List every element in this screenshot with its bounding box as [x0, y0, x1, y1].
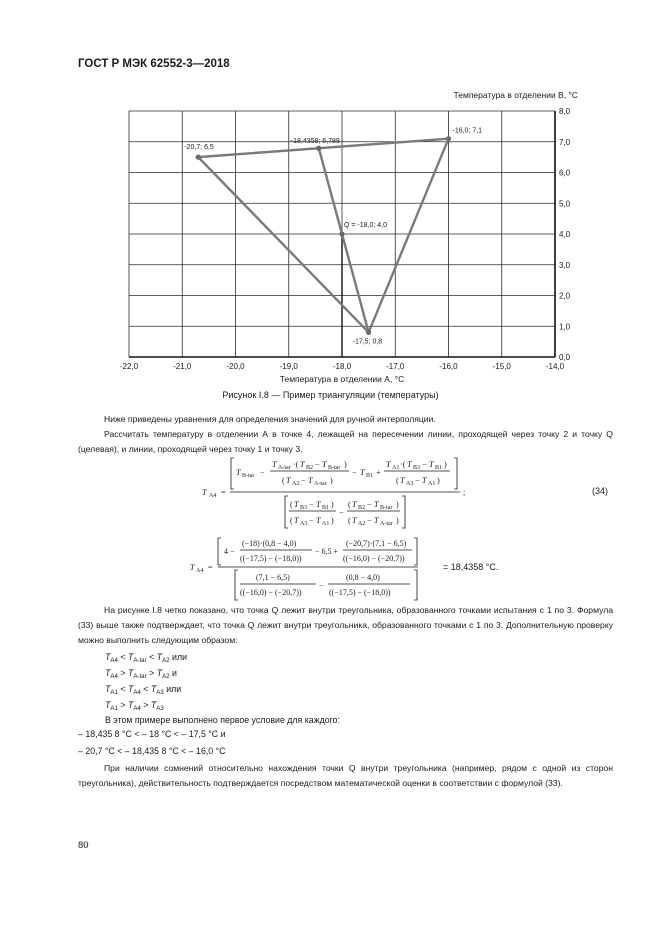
point-label: -18,4358; 6,789: [290, 138, 340, 146]
svg-text:T: T: [352, 516, 357, 525]
svg-text:B1: B1: [322, 505, 330, 511]
x-tick-label: -21,0: [173, 362, 192, 371]
svg-text:;: ;: [463, 488, 466, 497]
svg-text:(: (: [348, 500, 351, 509]
svg-text:−: −: [319, 581, 324, 590]
triangulation-chart: [108, 84, 578, 389]
chart-points: [184, 128, 482, 346]
svg-text:T: T: [316, 500, 321, 509]
svg-text:T: T: [202, 488, 207, 497]
svg-text:(: (: [290, 500, 293, 509]
svg-text:A1: A1: [392, 465, 400, 471]
condition-1: $T_{A4} < T_{A-tar} < T_{A2}$ или: [105, 652, 188, 664]
svg-text:A4: A4: [196, 568, 204, 574]
equation-number: (34): [592, 486, 609, 496]
svg-text:T: T: [286, 476, 291, 485]
svg-text:4 −: 4 −: [224, 547, 235, 556]
triangle-line: [319, 148, 369, 332]
svg-text:A-tar: A-tar: [380, 521, 393, 527]
svg-text:B-tar: B-tar: [380, 505, 393, 511]
point-label: -16,0; 7,1: [452, 127, 483, 135]
y-tick-label: 8,0: [559, 107, 571, 116]
data-point: [316, 146, 321, 151]
x-tick-label: -18,0: [332, 362, 352, 371]
svg-text:): ): [331, 500, 334, 509]
svg-text:B-tar: B-tar: [328, 465, 341, 471]
svg-text:B1: B1: [366, 473, 374, 479]
svg-text:): ): [444, 460, 447, 469]
svg-text:(: (: [396, 476, 399, 485]
svg-text:T: T: [294, 516, 299, 525]
svg-text:T: T: [236, 468, 241, 477]
x-tick-labels: [120, 362, 565, 371]
svg-text:): ): [331, 516, 334, 525]
svg-text:− 6,5 +: − 6,5 +: [315, 547, 339, 556]
point-label: -17,5; 0,8: [352, 338, 383, 346]
svg-text:B3: B3: [413, 465, 421, 471]
svg-text:·(: ·(: [400, 460, 406, 469]
equation-34: [200, 455, 490, 530]
point-label: Q = -18,0; 4,0: [344, 222, 387, 229]
paragraph-check: На рисунке I.8 четко показано, что точка Q лежит внутри треугольника, образованного точками испытания с 1 по 3. Формула (33) выше также подтверждает, что точка Q лежит внутри треугольника, образованного точками с 1 по 3. Дополнительную проверку можно выполнить следующим образом:: [78, 605, 613, 645]
y-axis-label: Температура в отделении В, °С: [453, 90, 578, 100]
svg-text:=: =: [221, 488, 226, 497]
svg-text:−: −: [309, 500, 314, 509]
svg-text:B2: B2: [358, 505, 366, 511]
svg-text:T: T: [316, 516, 321, 525]
svg-text:T: T: [374, 516, 379, 525]
svg-text:A3: A3: [300, 521, 308, 527]
svg-text:B2: B2: [306, 465, 314, 471]
paragraph-intro: Ниже приведены уравнения для определения значений для ручной интерполяции.: [104, 414, 436, 424]
svg-text:T: T: [386, 460, 391, 469]
y-tick-label: 6,0: [559, 168, 571, 178]
equation-numeric: [188, 536, 448, 602]
document-header: ГОСТ Р МЭК 62552-3—2018: [78, 58, 230, 70]
svg-text:B3: B3: [300, 505, 308, 511]
svg-text:−: −: [352, 468, 357, 477]
svg-text:−: −: [367, 500, 372, 509]
svg-text:(7,1 − 6,5): (7,1 − 6,5): [256, 573, 290, 582]
data-point: [366, 330, 371, 335]
x-tick-label: -17,0: [386, 362, 405, 371]
svg-text:((−17,5) − (−18,0)): ((−17,5) − (−18,0)): [240, 554, 302, 563]
y-tick-label: 1,0: [559, 322, 571, 332]
note-first-condition: В этом примере выполнено первое условие для каждого:: [105, 715, 340, 725]
y-tick-label: 4,0: [559, 230, 571, 239]
svg-text:A3: A3: [406, 481, 414, 487]
condition-2: $T_{A4} > T_{A-tar} > T_{A2}$ и: [105, 668, 177, 680]
svg-text:): ): [437, 476, 440, 485]
y-tick-label: 3,0: [559, 260, 571, 270]
svg-text:(: (: [290, 516, 293, 525]
svg-text:−: −: [315, 460, 320, 469]
svg-text:−: −: [260, 468, 265, 477]
paragraph-conclusion: При наличии сомнений относительно нахождения точки Q внутри треугольника (например, рядом с одной из сторон треугольника), действительность подтверждается посредством математической оценки в соответствии с формулой (33).: [78, 763, 613, 788]
x-tick-label: -22,0: [119, 362, 139, 371]
data-point: [339, 231, 344, 236]
svg-text:T: T: [352, 500, 357, 509]
svg-text:=: =: [208, 563, 213, 572]
svg-text:·(: ·(: [293, 460, 299, 469]
svg-text:−: −: [367, 516, 372, 525]
svg-text:T: T: [422, 476, 427, 485]
page-number: 80: [78, 840, 89, 851]
svg-text:): ): [396, 500, 399, 509]
data-point: [196, 155, 201, 160]
svg-text:): ): [396, 516, 399, 525]
x-tick-label: -14,0: [545, 362, 565, 371]
svg-text:A-tar: A-tar: [278, 465, 291, 471]
y-tick-label: 0,0: [559, 353, 571, 362]
svg-text:A1: A1: [428, 481, 436, 487]
svg-text:T: T: [429, 460, 434, 469]
svg-text:A2: A2: [292, 481, 300, 487]
svg-text:−: −: [422, 460, 427, 469]
svg-text:(: (: [348, 516, 351, 525]
svg-text:T: T: [400, 476, 405, 485]
svg-text:A-tar: A-tar: [314, 481, 327, 487]
svg-text:((−16,0) − (−20,7)): ((−16,0) − (−20,7)): [343, 554, 405, 563]
svg-text:T: T: [272, 460, 277, 469]
svg-text:B-tar: B-tar: [242, 473, 255, 479]
svg-text:T: T: [407, 460, 412, 469]
data-point: [446, 136, 451, 141]
svg-text:): ): [330, 476, 333, 485]
condition-3: $T_{A1} < T_{A4} < T_{A3}$ или: [105, 684, 182, 696]
svg-text:A4: A4: [209, 493, 217, 499]
x-axis-label: Температура в отделении А, °С: [279, 374, 405, 384]
svg-text:B1: B1: [435, 465, 443, 471]
y-tick-label: 2,0: [559, 291, 571, 301]
svg-text:((−16,0) − (−20,7)): ((−16,0) − (−20,7)): [240, 588, 302, 597]
equation-result: = 18,4358 °C.: [443, 562, 499, 572]
svg-text:−: −: [301, 476, 306, 485]
svg-text:(−18)·(0,8 − 4,0): (−18)·(0,8 − 4,0): [242, 539, 297, 548]
point-label: -20,7; 6,5: [184, 144, 214, 152]
svg-text:−: −: [339, 508, 344, 517]
triangle-line: [198, 157, 368, 332]
x-tick-label: -19,0: [279, 362, 298, 371]
y-tick-label: 7,0: [559, 137, 571, 147]
triangle-line: [369, 139, 449, 333]
x-tick-label: -16,0: [439, 362, 458, 371]
svg-text:T: T: [190, 563, 195, 572]
paragraph-task: Рассчитать температуру в отделении А в точке 4, лежащей на пересечении линии, проходящей через точку 2 и точку Q (целевая), и линии, проходящей через точку 1 и точку 3.: [78, 429, 613, 454]
inequality-2: – 20,7 °C < – 18,435 8 °C < – 16,0 °C: [78, 746, 226, 756]
condition-4: $T_{A1} > T_{A4} > T_{A3}$: [105, 700, 164, 712]
svg-text:T: T: [294, 500, 299, 509]
x-tick-label: -15,0: [492, 362, 511, 371]
svg-text:−: −: [309, 516, 314, 525]
svg-text:(−20,7)·(7,1 − 6,5): (−20,7)·(7,1 − 6,5): [346, 539, 407, 548]
svg-text:A2: A2: [358, 521, 366, 527]
x-tick-label: -20,0: [226, 362, 245, 371]
inequality-1: – 18,435 8 °C < – 18 °C < – 17,5 °C и: [78, 729, 226, 739]
svg-text:((−17,5) − (−18,0)): ((−17,5) − (−18,0)): [329, 588, 391, 597]
svg-text:A1: A1: [322, 521, 330, 527]
svg-text:): ): [344, 460, 347, 469]
svg-text:T: T: [308, 476, 313, 485]
svg-text:−: −: [415, 476, 420, 485]
svg-text:T: T: [360, 468, 365, 477]
svg-text:T: T: [322, 460, 327, 469]
y-tick-label: 5,0: [559, 199, 571, 209]
figure-caption: Рисунок I.8 — Пример триангуляции (температуры): [222, 390, 439, 400]
svg-text:T: T: [374, 500, 379, 509]
svg-text:(: (: [282, 476, 285, 485]
svg-text:+: +: [376, 468, 381, 477]
svg-text:T: T: [300, 460, 305, 469]
svg-text:(0,8 − 4,0): (0,8 − 4,0): [346, 573, 380, 582]
y-tick-labels: [559, 107, 571, 362]
